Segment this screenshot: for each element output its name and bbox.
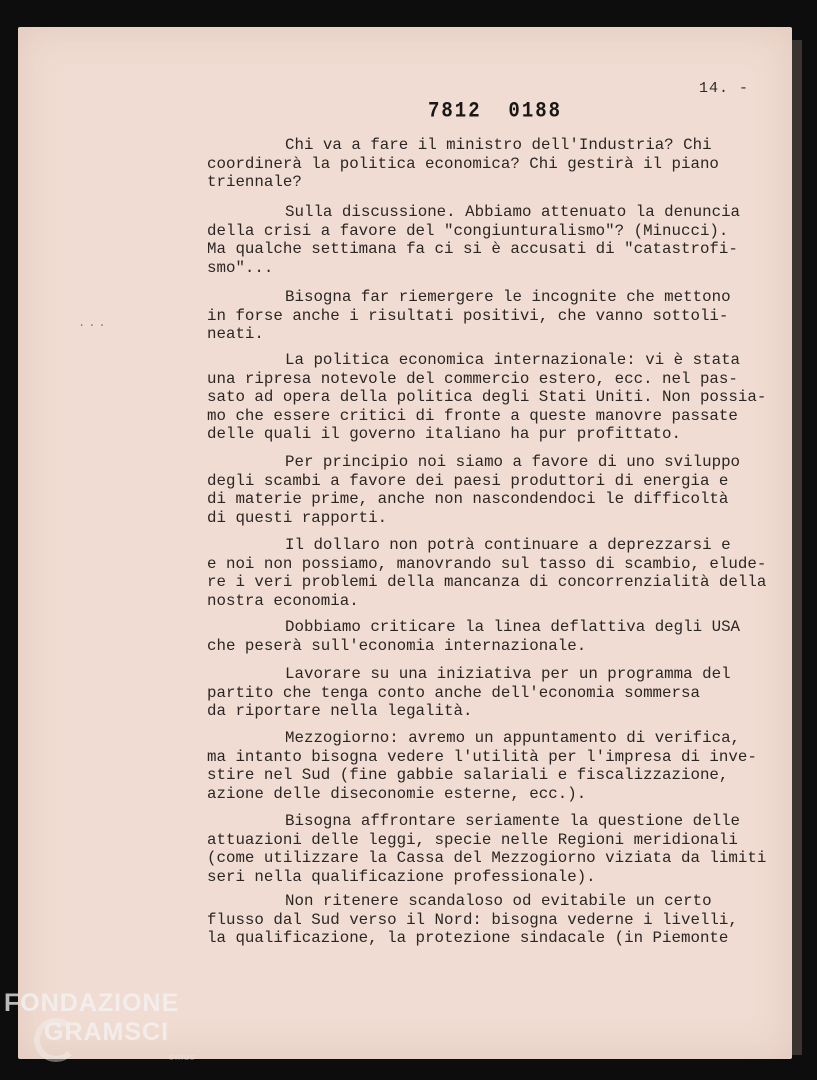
fondazione-gramsci-watermark (4, 988, 196, 1062)
text-line: Bisogna affrontare seriamente la questione delle (285, 812, 741, 830)
text-line: Dobbiamo criticare la linea deflattiva degli USA (285, 618, 741, 636)
watermark-line1: FONDAZIONE (4, 989, 180, 1017)
text-line: una ripresa notevole del commercio estero, ecc. nel pas- (207, 369, 738, 388)
text-line: partito che tenga conto anche dell'economia sommersa (207, 683, 700, 702)
text-line: della crisi a favore del "congiunturalismo"? (Minucci). (207, 221, 729, 240)
watermark-line2: GRAMSCI (44, 1018, 170, 1046)
paragraph (207, 729, 787, 803)
binder-edge (792, 40, 802, 1055)
text-line: Chi va a fare il ministro dell'Industria? Chi (285, 136, 712, 154)
text-line: coordinerà la politica economica? Chi gestirà il piano (207, 154, 719, 173)
text-line: Per principio noi siamo a favore di uno sviluppo (285, 453, 741, 471)
margin-marks: ... (78, 316, 109, 330)
text-line: sato ad opera della politica degli Stati Uniti. Non possia- (207, 388, 767, 406)
text-line: azione delle diseconomie esterne, ecc.). (207, 784, 587, 803)
watermark-g-icon (34, 1018, 78, 1062)
paragraph (207, 665, 787, 721)
paragraph (207, 536, 787, 610)
text-line: in forse anche i risultati positivi, che vanno sottoli- (207, 306, 729, 325)
paragraph (207, 618, 787, 655)
paragraph (207, 351, 787, 444)
text-line: seri nella qualificazione professionale). (207, 867, 596, 886)
archive-code: 7812 0188 (428, 98, 563, 124)
text-line: neati. (207, 325, 264, 343)
text-line: stire nel Sud (fine gabbie salariali e fiscalizzazione, (207, 766, 729, 784)
paragraph (207, 812, 787, 886)
text-line: La politica economica internazionale: vi è stata (285, 351, 741, 369)
text-line: smo"... (207, 258, 274, 277)
text-line: delle quali il governo italiano ha pur profittato. (207, 425, 681, 443)
text-line: flusso dal Sud verso il Nord: bisogna vederne i livelli, (207, 910, 738, 929)
text-line: nostra economia. (207, 591, 359, 610)
text-line: da riportare nella legalità. (207, 702, 473, 720)
text-line: Bisogna far riemergere le incognite che mettono (285, 288, 731, 306)
text-line: re i veri problemi della mancanza di concorrenzialità della (207, 573, 767, 591)
text-line: mo che essere critici di fronte a queste manovre passate (207, 406, 738, 425)
text-line: Ma qualche settimana fa ci si è accusati di "catastrofi- (207, 240, 738, 258)
paragraph (207, 453, 787, 527)
text-line: Sulla discussione. Abbiamo attenuato la denuncia (285, 203, 741, 221)
watermark-onlus: onlus (169, 1052, 196, 1062)
text-line: degli scambi a favore dei paesi produttori di energia e (207, 471, 729, 490)
text-line: di materie prime, anche non nascondendoci le difficoltà (207, 490, 729, 508)
page-number: 14. - (699, 80, 750, 97)
paragraph (207, 892, 787, 948)
text-line: ma intanto bisogna vedere l'utilità per l'impresa di inve- (207, 747, 757, 766)
text-line: attuazioni delle leggi, specie nelle Regioni meridionali (207, 830, 738, 849)
text-line: la qualificazione, la protezione sindacale (in Piemonte (207, 929, 729, 947)
text-line: triennale? (207, 173, 302, 191)
text-line: Non ritenere scandaloso od evitabile un certo (285, 892, 712, 910)
text-line: che peserà sull'economia internazionale. (207, 636, 587, 655)
paragraph (207, 136, 787, 192)
text-line: e noi non possiamo, manovrando sul tasso di scambio, elude- (207, 554, 767, 573)
text-line: Mezzogiorno: avremo un appuntamento di verifica, (285, 729, 741, 747)
paragraph (207, 203, 787, 277)
text-line: (come utilizzare la Cassa del Mezzogiorno viziata da limiti (207, 849, 767, 867)
text-line: di questi rapporti. (207, 508, 388, 527)
text-line: Lavorare su una iniziativa per un programma del (285, 665, 731, 683)
paragraph (207, 288, 787, 344)
text-line: Il dollaro non potrà continuare a deprezzarsi e (285, 536, 731, 554)
